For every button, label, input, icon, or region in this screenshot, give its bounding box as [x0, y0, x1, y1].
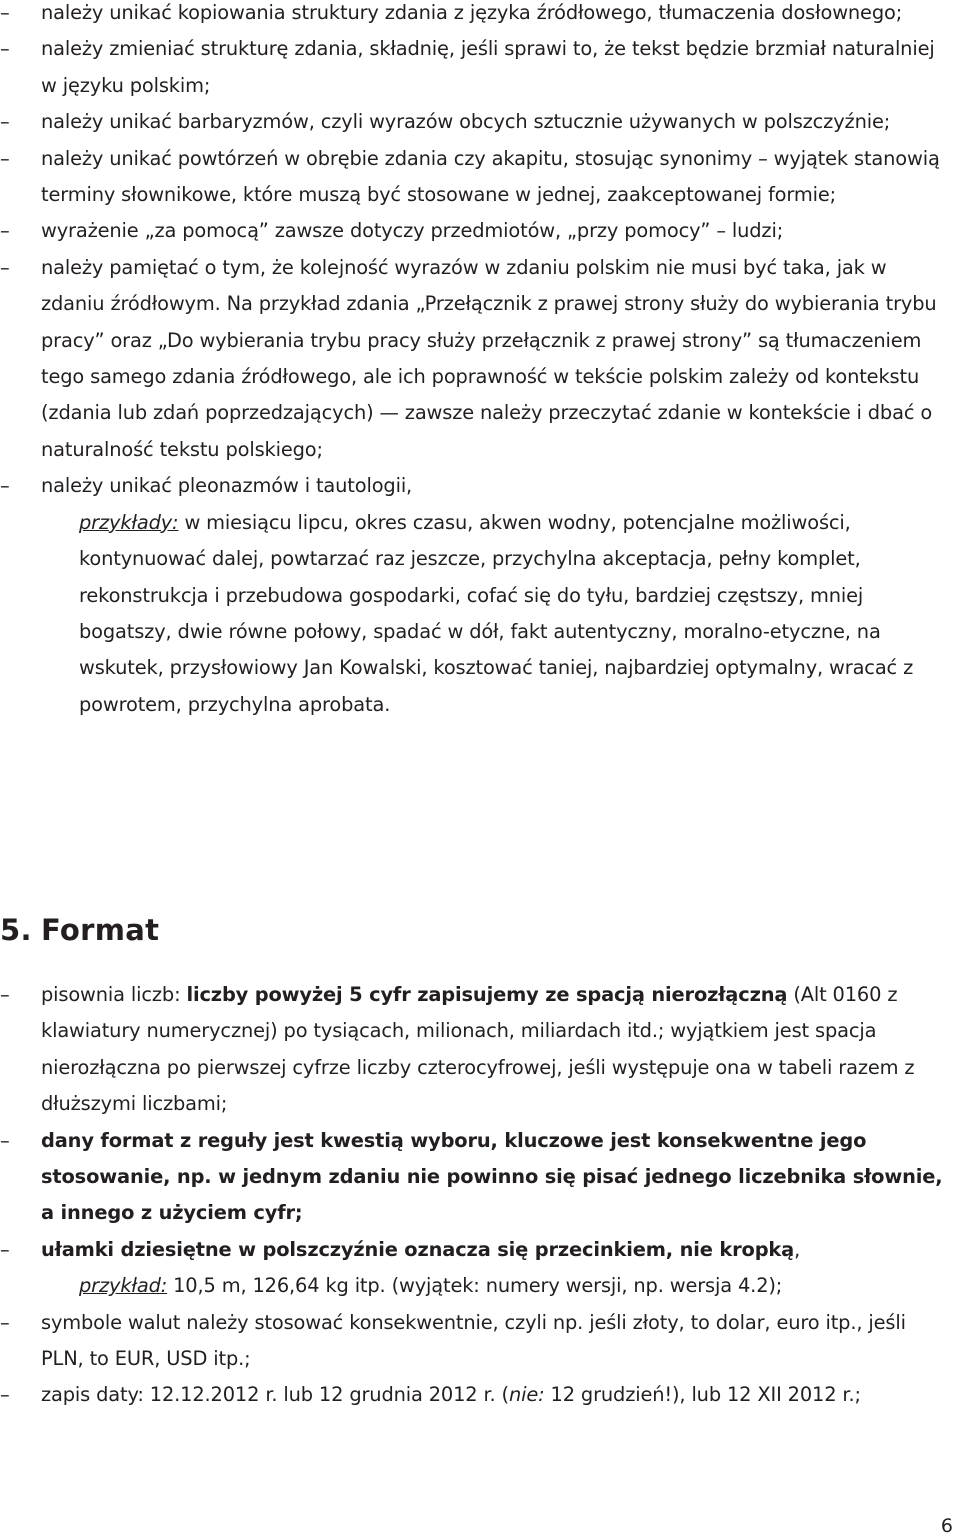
format-list [0, 977, 960, 1414]
list-item-text: należy zmieniać strukturę zdania, składnię, jeśli sprawi to, że tekst będzie brzmiał naturalniej w języku polskim; [41, 37, 935, 97]
section-heading [0, 906, 159, 954]
list-item-bold-text: ułamki dziesiętne w polszczyźnie oznacza się przecinkiem, nie kropką [41, 1237, 795, 1261]
list-item-text: zapis daty: 12.12.2012 r. lub 12 grudnia 2012 r. ( [41, 1383, 509, 1407]
list-item [0, 104, 960, 140]
list-item-text: wyrażenie „za pomocą” zawsze dotyczy przedmiotów, „przy pomocy” – ludzi; [41, 219, 784, 243]
example-label: przykład: [79, 1274, 168, 1298]
list-item-text: należy unikać pleonazmów i tautologii, [41, 474, 413, 498]
list-item-bold-text: liczby powyżej 5 cyfr zapisujemy ze spacją nierozłączną [186, 983, 788, 1006]
section-number: 5. [0, 913, 32, 947]
list-item-text: należy pamiętać o tym, że kolejność wyrazów w zdaniu polskim nie musi być taka, jak w zdaniu źródłowym. Na przykład zdania „Przełącznik z prawej strony służy do wybierania trybu pracy” oraz „Do wybierania trybu pracy służy przełącznik z prawej strony” są tłumaczeniem tego samego zdania źródłowego, ale ich poprawność w tekście polskim zależy od kontekstu (zdania lub zdań poprzedzających) — zawsze należy przeczytać zdanie w kontekście i dbać o naturalność tekstu polskiego; [41, 255, 937, 461]
examples-text: w miesiącu lipcu, okres czasu, akwen wodny, potencjalne możliwości, kontynuować dalej, powtarzać raz jeszcze, przychylna akceptacja, pełny komplet, rekonstrukcja i przebudowa gospodarki, cofać się do tyłu, bardziej częstszy, mniej bogatszy, dwie równe połowy, spadać w dół, fakt autentyczny, moralno-etyczne, na wskutek, przysłowiowy Jan Kowalski, kosztować taniej, najbardziej optymalny, wracać z powrotem, przychylna aprobata. [79, 510, 914, 716]
list-item-text: należy unikać powtórzeń w obrębie zdania czy akapitu, stosując synonimy – wyjątek stanowią terminy słownikowe, które muszą być stosowane w jednej, zaakceptowanej formie; [41, 146, 940, 207]
list-item [0, 977, 960, 1123]
list-item [0, 1305, 960, 1378]
examples-paragraph [41, 505, 954, 723]
list-item-text: pisownia liczb: [41, 983, 187, 1006]
list-item-italic-text: nie: [508, 1383, 545, 1407]
examples-label: przykłady: [79, 510, 179, 534]
list-item-text: 12 grudzień!), lub 12 XII 2012 r.; [544, 1383, 861, 1407]
list-item [0, 31, 960, 104]
list-item [0, 250, 960, 468]
list-item-text: symbole walut należy stosować konsekwentnie, czyli np. jeśli złoty, to dolar, euro itp., jeśli PLN, to EUR, USD itp.; [41, 1310, 906, 1371]
list-item [0, 0, 960, 31]
list-item [0, 468, 960, 723]
list-item [0, 1377, 960, 1413]
list-item [0, 141, 960, 214]
section-title: Format [41, 913, 160, 947]
list-item [0, 213, 960, 249]
list-item-text: (Alt 0160 z klawiatury numerycznej) po tysiącach, milionach, miliardach itd.; wyjątkiem jest spacja nierozłączna po pierwszej cyfrze liczby czterocyfrowej, jeśli występuje ona w tabeli razem z dłuższymi liczbami; [41, 983, 915, 1116]
page-number: 6 [940, 1515, 953, 1537]
list-item-text: , [794, 1237, 801, 1261]
list-item [0, 1232, 960, 1305]
list-item [0, 1123, 960, 1232]
list-item-bold-text: dany format z reguły jest kwestią wyboru, kluczowe jest konsekwentne jego stosowanie, np. w jednym zdaniu nie powinno się pisać jednego liczebnika słownie, a innego z użyciem cyfr; [41, 1128, 943, 1225]
list-item-text: należy unikać kopiowania struktury zdania z języka źródłowego, tłumaczenia dosłownego; [41, 1, 903, 24]
example-text: 10,5 m, 126,64 kg itp. (wyjątek: numery wersji, np. wersja 4.2); [167, 1274, 783, 1298]
list-item-text: należy unikać barbaryzmów, czyli wyrazów obcych sztucznie używanych w polszczyźnie; [41, 110, 891, 134]
guidelines-list [0, 0, 960, 723]
example-paragraph [41, 1268, 954, 1304]
